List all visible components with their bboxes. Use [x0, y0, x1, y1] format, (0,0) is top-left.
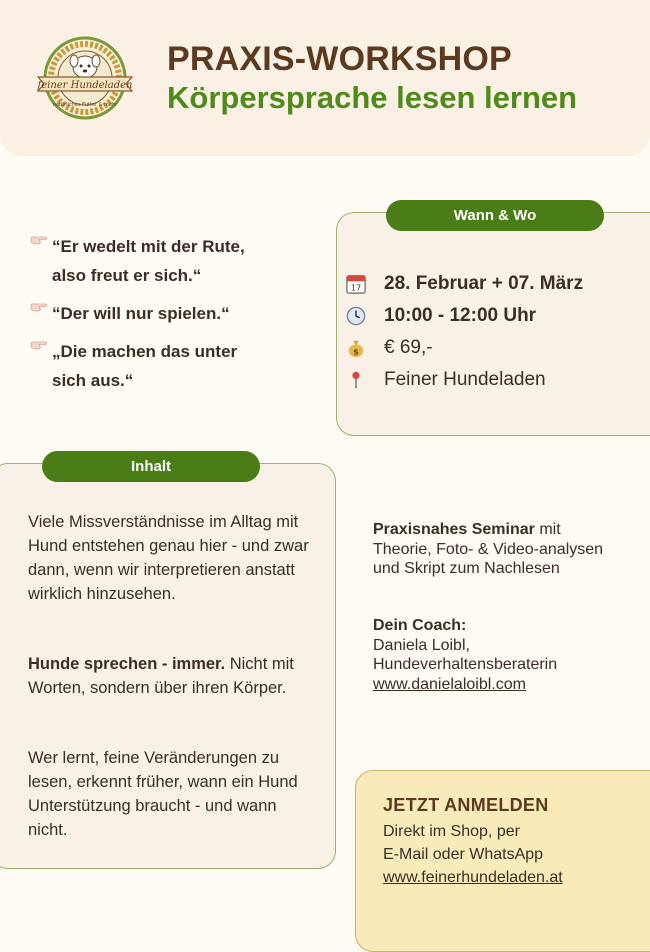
logo-ring-text: natürliches Futter & mehr — [52, 102, 118, 108]
anmelden-title: JETZT ANMELDEN — [383, 795, 549, 815]
quote-text: “Der will nur spielen.“ — [52, 304, 230, 323]
logo-text: feiner Hundeladen — [37, 80, 133, 91]
seminar-description — [373, 520, 623, 579]
location-row — [346, 369, 546, 391]
money-bag-icon — [346, 338, 366, 358]
header-banner — [0, 0, 650, 156]
clock-icon — [346, 306, 366, 326]
seminar-title: Praxisnahes Seminar — [373, 521, 535, 538]
seminar-text: mit Theorie, Foto- & Video-analysen und Skript zum Nachlesen — [373, 521, 604, 577]
date-text: 28. Februar + 07. März — [384, 273, 584, 294]
quote-item — [30, 337, 330, 395]
time-text: 10:00 - 12:00 Uhr — [384, 305, 537, 326]
calendar-day: 17 — [350, 282, 362, 293]
inhalt-highlight: Hunde sprechen - immer. — [28, 655, 226, 673]
quote-item — [30, 299, 330, 328]
quote-text: “Er wedelt mit der Rute, also freut er sich.“ — [52, 237, 245, 285]
calendar-icon — [346, 274, 366, 294]
coach-heading: Dein Coach: — [373, 617, 467, 634]
coach-section — [373, 616, 633, 694]
date-row — [346, 273, 583, 295]
svg-text:$: $ — [353, 346, 359, 357]
quotes-list — [30, 232, 330, 404]
anmelden-line-2: E-Mail oder WhatsApp — [383, 846, 544, 863]
time-row — [346, 305, 536, 327]
page-title: PRAXIS-WORKSHOP — [167, 40, 512, 78]
pointing-hand-icon — [30, 339, 48, 353]
price-row — [346, 337, 433, 359]
inhalt-paragraph-3: Wer lernt, feine Veränderungen zu lesen, erkennt früher, wann ein Hund Unterstützung braucht - und wann nicht. — [28, 749, 298, 839]
page-subtitle: Körpersprache lesen lernen — [167, 80, 578, 115]
anmelden-website-link[interactable]: www.feinerhundeladen.at — [383, 869, 563, 886]
inhalt-paragraph-2-text: Nicht mit Worten, sondern über ihren Körper. — [28, 655, 294, 697]
pointing-hand-icon — [30, 301, 48, 315]
coach-website-link[interactable]: www.danielaloibl.com — [373, 675, 526, 693]
price-text: € 69,- — [384, 337, 433, 358]
location-text: Feiner Hundeladen — [384, 369, 546, 390]
anmelden-line-1: Direkt im Shop, per — [383, 823, 520, 840]
inhalt-paragraph-1: Viele Missverständnisse im Alltag mit Hund entstehen genau hier - und zwar dann, wenn wir interpretieren anstatt wirklich hinzusehen. — [28, 513, 309, 603]
inhalt-paragraph-2 — [28, 652, 318, 700]
location-pin-icon — [346, 370, 366, 390]
feiner-hundeladen-logo — [30, 34, 140, 124]
inhalt-label: Inhalt — [42, 451, 260, 482]
pointing-hand-icon — [30, 234, 48, 248]
quote-item — [30, 232, 330, 290]
coach-name: Daniela Loibl, — [373, 636, 470, 654]
quote-text: „Die machen das unter sich aus.“ — [52, 342, 238, 390]
coach-role: Hundeverhaltensberaterin — [373, 656, 558, 673]
wann-wo-label: Wann & Wo — [386, 200, 604, 231]
